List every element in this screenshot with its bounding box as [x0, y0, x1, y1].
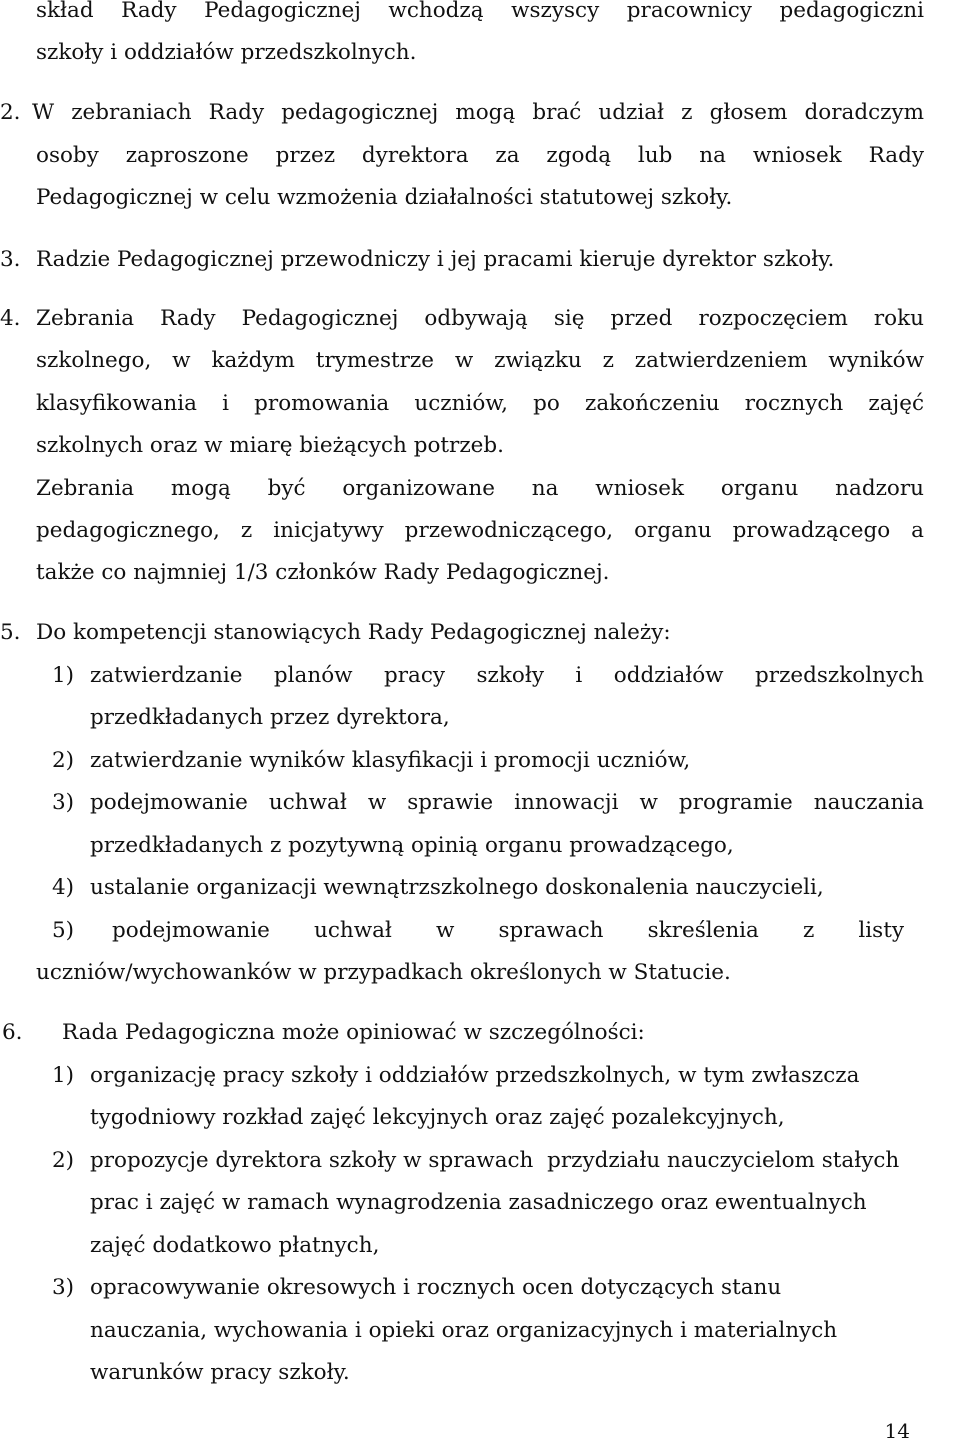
paragraph-number: 4.: [0, 306, 21, 331]
list-item-line: warunków pracy szkoły.: [90, 1360, 350, 1385]
paragraph-line: Zebrania Rady Pedagogicznej odbywają się przed rozpoczęciem roku: [36, 306, 924, 331]
paragraph-line: osoby zaproszone przez dyrektora za zgodą lub na wniosek Rady: [36, 143, 924, 168]
list-item-line: tygodniowy rozkład zajęć lekcyjnych oraz zajęć pozalekcyjnych,: [90, 1105, 785, 1130]
paragraph-number: 6.: [2, 1020, 23, 1045]
list-item-line: organizację pracy szkoły i oddziałów przedszkolnych, w tym zwłaszcza: [90, 1063, 860, 1088]
paragraph-lead: Rada Pedagogiczna może opiniować w szczególności:: [62, 1020, 645, 1045]
list-item-line: uczniów/wychowanków w przypadkach określonych w Statucie.: [36, 960, 731, 985]
paragraph-line: Pedagogicznej w celu wzmożenia działalności statutowej szkoły.: [36, 185, 733, 210]
paragraph-lead: Do kompetencji stanowiących Rady Pedagogicznej należy:: [36, 620, 671, 645]
list-marker: 3): [52, 790, 75, 815]
intro-line-2: szkoły i oddziałów przedszkolnych.: [36, 40, 417, 65]
paragraph-line: W zebraniach Rady pedagogicznej mogą brać udział z głosem doradczym: [32, 100, 924, 125]
list-marker: 2): [52, 748, 75, 773]
list-marker: 2): [52, 1148, 75, 1173]
list-item-line: podejmowanie uchwał w sprawach skreślenia z listy: [112, 918, 904, 943]
list-item-line: przedkładanych przez dyrektora,: [90, 705, 450, 730]
list-marker: 5): [52, 918, 75, 943]
paragraph-number: 5.: [0, 620, 21, 645]
list-item-line: propozycje dyrektora szkoły w sprawach przydziału nauczycielom stałych: [90, 1148, 900, 1173]
list-item-line: zatwierdzanie wyników klasyfikacji i promocji uczniów,: [90, 748, 691, 773]
list-item-line: ustalanie organizacji wewnątrzszkolnego doskonalenia nauczycieli,: [90, 875, 824, 900]
paragraph-line: klasyfikowania i promowania uczniów, po zakończeniu rocznych zajęć: [36, 391, 924, 416]
intro-line-1: skład Rady Pedagogicznej wchodzą wszyscy pracownicy pedagogiczni: [36, 0, 924, 23]
list-marker: 1): [52, 663, 75, 688]
list-marker: 3): [52, 1275, 75, 1300]
paragraph-line: pedagogicznego, z inicjatywy przewodniczącego, organu prowadzącego a: [36, 518, 924, 543]
list-item-line: nauczania, wychowania i opieki oraz organizacyjnych i materialnych: [90, 1318, 838, 1343]
paragraph-line: szkolnego, w każdym trymestrze w związku z zatwierdzeniem wyników: [36, 348, 924, 373]
list-item-line: zajęć dodatkowo płatnych,: [90, 1233, 380, 1258]
list-item-line: podejmowanie uchwał w sprawie innowacji w programie nauczania: [90, 790, 924, 815]
paragraph-line: szkolnych oraz w miarę bieżących potrzeb.: [36, 433, 504, 458]
list-marker: 4): [52, 875, 75, 900]
list-item-line: prac i zajęć w ramach wynagrodzenia zasadniczego oraz ewentualnych: [90, 1190, 867, 1215]
paragraph-number: 3.: [0, 247, 21, 272]
paragraph-line: także co najmniej 1/3 członków Rady Pedagogicznej.: [36, 560, 610, 585]
page-number: 14: [884, 1419, 910, 1443]
paragraph-line: Radzie Pedagogicznej przewodniczy i jej pracami kieruje dyrektor szkoły.: [36, 247, 835, 272]
list-marker: 1): [52, 1063, 75, 1088]
paragraph-line: Zebrania mogą być organizowane na wniosek organu nadzoru: [36, 476, 924, 501]
list-item-line: zatwierdzanie planów pracy szkoły i oddziałów przedszkolnych: [90, 663, 924, 688]
paragraph-number: 2.: [0, 100, 21, 125]
list-item-line: opracowywanie okresowych i rocznych ocen dotyczących stanu: [90, 1275, 782, 1300]
list-item-line: przedkładanych z pozytywną opinią organu prowadzącego,: [90, 833, 734, 858]
